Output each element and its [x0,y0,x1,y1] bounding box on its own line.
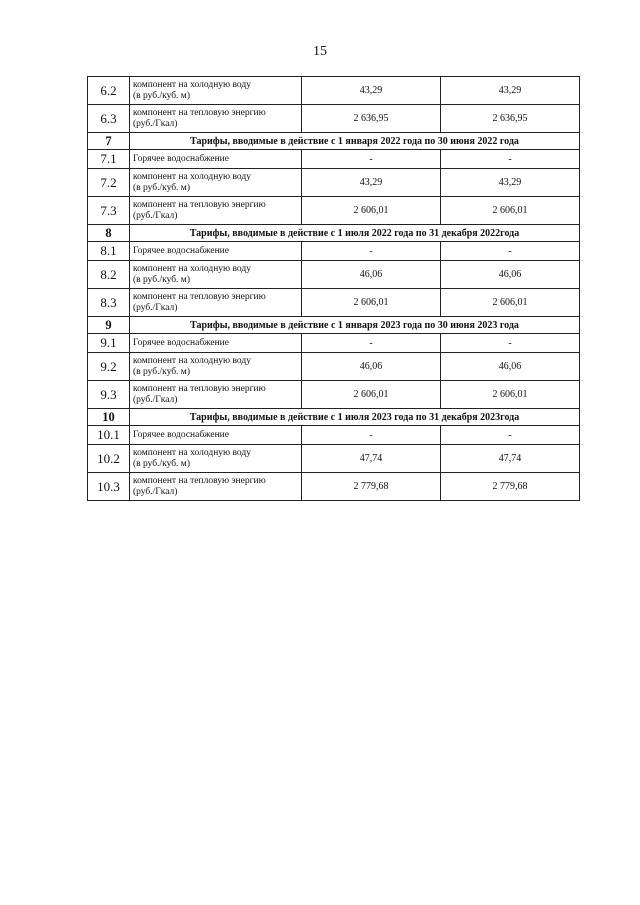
value-cell-1: 2 636,95 [302,105,441,133]
value-cell-2: 2 779,68 [441,473,580,501]
row-number: 9.3 [88,381,130,409]
row-name [130,381,302,409]
row-number: 8.3 [88,289,130,317]
value-cell-1: - [302,426,441,445]
row-name [130,169,302,197]
value-cell-2: 46,06 [441,261,580,289]
value-cell-2: 46,06 [441,353,580,381]
row-number: 8.2 [88,261,130,289]
section-number: 9 [88,317,130,334]
section-header-row [88,409,580,426]
table-row [88,381,580,409]
row-name-line: компонент на холодную воду [133,263,251,274]
row-number: 9.2 [88,353,130,381]
row-number: 6.3 [88,105,130,133]
value-cell-1: - [302,334,441,353]
value-cell-1: 2 606,01 [302,197,441,225]
table-row [88,105,580,133]
row-name-line: компонент на холодную воду [133,79,251,90]
row-number: 6.2 [88,77,130,105]
row-name [130,445,302,473]
value-cell-2: 2 606,01 [441,381,580,409]
table-row [88,334,580,353]
row-name [130,77,302,105]
value-cell-2: 43,29 [441,169,580,197]
row-number: 8.1 [88,242,130,261]
row-name [130,197,302,225]
table-row [88,197,580,225]
table-row [88,77,580,105]
row-name-line: (руб./Гкал) [133,302,178,313]
row-name-line: (руб./Гкал) [133,394,178,405]
value-cell-2: - [441,150,580,169]
tariff-table [87,76,580,501]
row-name [130,105,302,133]
value-cell-2: 2 636,95 [441,105,580,133]
row-name-line: компонент на тепловую энергию [133,199,266,210]
value-cell-1: 46,06 [302,353,441,381]
value-cell-2: 2 606,01 [441,197,580,225]
value-cell-1: - [302,242,441,261]
section-title: Тарифы, вводимые в действие с 1 января 2022 года по 30 июня 2022 года [130,133,580,150]
row-name-line: компонент на холодную воду [133,171,251,182]
section-header-row [88,317,580,334]
value-cell-1: 43,29 [302,169,441,197]
row-number: 9.1 [88,334,130,353]
row-name [130,261,302,289]
row-name-line: компонент на холодную воду [133,355,251,366]
row-name [130,353,302,381]
page-number: 15 [313,44,327,59]
row-name [130,334,302,353]
row-name-line: компонент на тепловую энергию [133,383,266,394]
row-number: 10.2 [88,445,130,473]
section-title: Тарифы, вводимые в действие с 1 января 2023 года по 30 июня 2023 года [130,317,580,334]
row-name-line: (в руб./куб. м) [133,274,190,285]
row-name [130,426,302,445]
table-row [88,445,580,473]
value-cell-1: 47,74 [302,445,441,473]
row-name-line: Горячее водоснабжение [133,245,229,256]
row-name-line: (руб./Гкал) [133,118,178,129]
row-name-line: компонент на тепловую энергию [133,291,266,302]
tariff-table-body [88,77,580,501]
row-name [130,150,302,169]
row-name-line: компонент на холодную воду [133,447,251,458]
section-header-row [88,133,580,150]
row-name [130,289,302,317]
row-number: 10.3 [88,473,130,501]
row-name-line: (руб./Гкал) [133,486,178,497]
section-number: 10 [88,409,130,426]
section-header-row [88,225,580,242]
row-name-line: Горячее водоснабжение [133,153,229,164]
value-cell-2: - [441,242,580,261]
value-cell-1: 46,06 [302,261,441,289]
row-number: 7.3 [88,197,130,225]
row-name-line: (руб./Гкал) [133,210,178,221]
row-number: 7.2 [88,169,130,197]
section-number: 7 [88,133,130,150]
row-name-line: (в руб./куб. м) [133,458,190,469]
section-title: Тарифы, вводимые в действие с 1 июля 2023 года по 31 декабря 2023года [130,409,580,426]
table-row [88,426,580,445]
value-cell-2: 43,29 [441,77,580,105]
value-cell-1: 2 606,01 [302,289,441,317]
row-name [130,242,302,261]
row-name-line: Горячее водоснабжение [133,429,229,440]
value-cell-2: 47,74 [441,445,580,473]
value-cell-1: 2 779,68 [302,473,441,501]
row-name-line: Горячее водоснабжение [133,337,229,348]
table-row [88,289,580,317]
table-row [88,242,580,261]
table-row [88,261,580,289]
table-row [88,150,580,169]
value-cell-1: - [302,150,441,169]
row-name-line: (в руб./куб. м) [133,182,190,193]
table-row [88,353,580,381]
section-title: Тарифы, вводимые в действие с 1 июля 2022 года по 31 декабря 2022года [130,225,580,242]
value-cell-1: 2 606,01 [302,381,441,409]
table-row [88,473,580,501]
row-name-line: (в руб./куб. м) [133,90,190,101]
row-number: 7.1 [88,150,130,169]
row-name-line: (в руб./куб. м) [133,366,190,377]
value-cell-2: - [441,334,580,353]
row-name [130,473,302,501]
row-number: 10.1 [88,426,130,445]
value-cell-2: - [441,426,580,445]
value-cell-1: 43,29 [302,77,441,105]
value-cell-2: 2 606,01 [441,289,580,317]
table-row [88,169,580,197]
row-name-line: компонент на тепловую энергию [133,107,266,118]
section-number: 8 [88,225,130,242]
row-name-line: компонент на тепловую энергию [133,475,266,486]
